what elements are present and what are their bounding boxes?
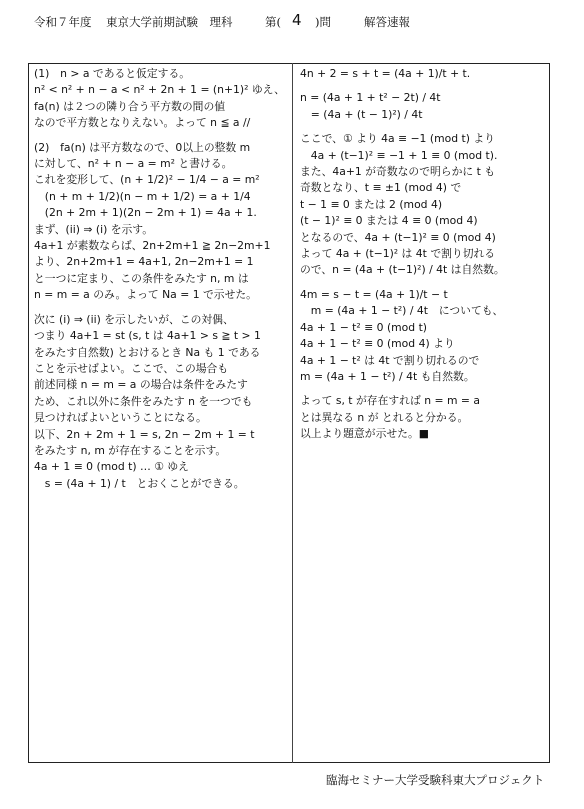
answer-line: より、2n+2m+1 = 4a+1, 2n−2m+1 = 1 xyxy=(34,255,254,269)
answer-line: n = (4a + 1 + t² − 2t) / 4t xyxy=(300,91,441,105)
answer-line: m = (4a + 1 − t²) / 4t についても、 xyxy=(300,304,504,318)
answer-line: 以上より題意が示せた。■ xyxy=(300,427,429,441)
answer-line: 4m = s − t = (4a + 1)/t − t xyxy=(300,287,448,301)
answer-line: 4a + 1 − t² ≡ 0 (mod t) xyxy=(300,320,428,334)
answer-line: 次に (i) ⇒ (ii) を示したいが、この対偶、 xyxy=(34,312,234,326)
answer-line: 4n + 2 = s + t = (4a + 1)/t + t. xyxy=(300,67,471,80)
footer-publisher: 臨海セミナー大学受験科東大プロジェクト xyxy=(326,773,545,787)
answer-line: t − 1 ≡ 0 または 2 (mod 4) xyxy=(300,197,443,211)
answer-column-left xyxy=(34,66,288,492)
header-question-number: 4 xyxy=(292,11,302,29)
answer-line xyxy=(300,82,544,90)
answer-line: となるので、4a + (t−1)² ≡ 0 (mod 4) xyxy=(300,230,496,244)
answer-line xyxy=(300,385,544,393)
answer-line: と一つに定まり、この条件をみたす n, m は xyxy=(34,271,249,285)
page-header xyxy=(34,11,554,32)
answer-line xyxy=(300,279,544,287)
answer-line: つまり 4a+1 = st (s, t は 4a+1 > s ≧ t > 1 xyxy=(34,329,261,343)
header-exam: 東京大学前期試験 理科 xyxy=(106,15,233,29)
answer-line: = (4a + (t − 1)²) / 4t xyxy=(300,107,423,121)
answer-line: (2) fa(n) は平方数なので、0以上の整数 m xyxy=(34,140,251,154)
header-question-suffix: )問 xyxy=(315,15,331,29)
answer-line: ここで、① より 4a ≡ −1 (mod t) より xyxy=(300,132,495,146)
answer-line: 奇数となり、t ≡ ±1 (mod 4) で xyxy=(300,181,462,195)
header-year: 令和７年度 xyxy=(34,15,92,29)
answer-line: (t − 1)² ≡ 0 または 4 ≡ 0 (mod 4) xyxy=(300,214,478,228)
answer-line: これを変形して、(n + 1/2)² − 1/4 − a = m² xyxy=(34,173,260,187)
answer-line: ため、これ以外に条件をみたす n を一つでも xyxy=(34,394,253,408)
answer-line: 以下、2n + 2m + 1 = s, 2n − 2m + 1 = t xyxy=(34,427,255,441)
answer-line: まず、(ii) ⇒ (i) を示す。 xyxy=(34,222,154,236)
answer-line: とは異なる n が とれると分かる。 xyxy=(300,410,469,424)
answer-line xyxy=(34,132,288,140)
answer-line: に対して、n² + n − a = m² と書ける。 xyxy=(34,157,233,171)
answer-line: 4a + 1 ≡ 0 (mod t) … ① ゆえ xyxy=(34,460,189,474)
column-divider xyxy=(292,63,293,763)
answer-line xyxy=(34,304,288,312)
answer-line: n = m = a のみ。よって Na = 1 で示せた。 xyxy=(34,288,257,302)
answer-line: をみたす n, m が存在することを示す。 xyxy=(34,443,227,457)
answer-line: ので、n = (4a + (t−1)²) / 4t は自然数。 xyxy=(300,263,505,277)
answer-line: 見つければよいということになる。 xyxy=(34,411,207,425)
answer-line: (1) n > a であると仮定する。 xyxy=(34,67,191,80)
answer-line: なので平方数となりえない。よって n ≦ a // xyxy=(34,116,251,130)
answer-line: 4a + 1 − t² ≡ 0 (mod 4) より xyxy=(300,337,455,351)
answer-line: n² < n² + n − a < n² + 2n + 1 = (n+1)² ゆえ、 xyxy=(34,83,285,97)
answer-line: をみたす自然数) とおけるとき Na も 1 である xyxy=(34,345,261,359)
answer-line: また、4a+1 が奇数なので明らかに t も xyxy=(300,165,496,179)
answer-line: (n + m + 1/2)(n − m + 1/2) = a + 1/4 xyxy=(34,189,251,203)
answer-line: 4a + 1 − t² は 4t で割り切れるので xyxy=(300,353,480,367)
answer-line: (2n + 2m + 1)(2n − 2m + 1) = 4a + 1. xyxy=(34,206,257,220)
answer-line: fa(n) は２つの隣り合う平方数の間の値 xyxy=(34,99,226,113)
answer-line: 前述同様 n = m = a の場合は条件をみたす xyxy=(34,378,248,392)
answer-line: 4a+1 が素数ならば、2n+2m+1 ≧ 2n−2m+1 xyxy=(34,239,271,253)
answer-column-right xyxy=(300,66,544,443)
header-question-prefix: 第( xyxy=(265,15,281,29)
answer-line: よって 4a + (t−1)² は 4t で割り切れる xyxy=(300,247,496,261)
answer-line: m = (4a + 1 − t²) / 4t も自然数。 xyxy=(300,369,475,383)
header-flash-label: 解答速報 xyxy=(364,15,410,29)
answer-line xyxy=(300,123,544,131)
answer-line: ことを示せばよい。ここで、この場合も xyxy=(34,361,229,375)
answer-line: s = (4a + 1) / t とおくことができる。 xyxy=(34,476,245,490)
answer-line: 4a + (t−1)² ≡ −1 + 1 ≡ 0 (mod t). xyxy=(300,148,498,162)
answer-line: よって s, t が存在すれば n = m = a xyxy=(300,394,480,408)
